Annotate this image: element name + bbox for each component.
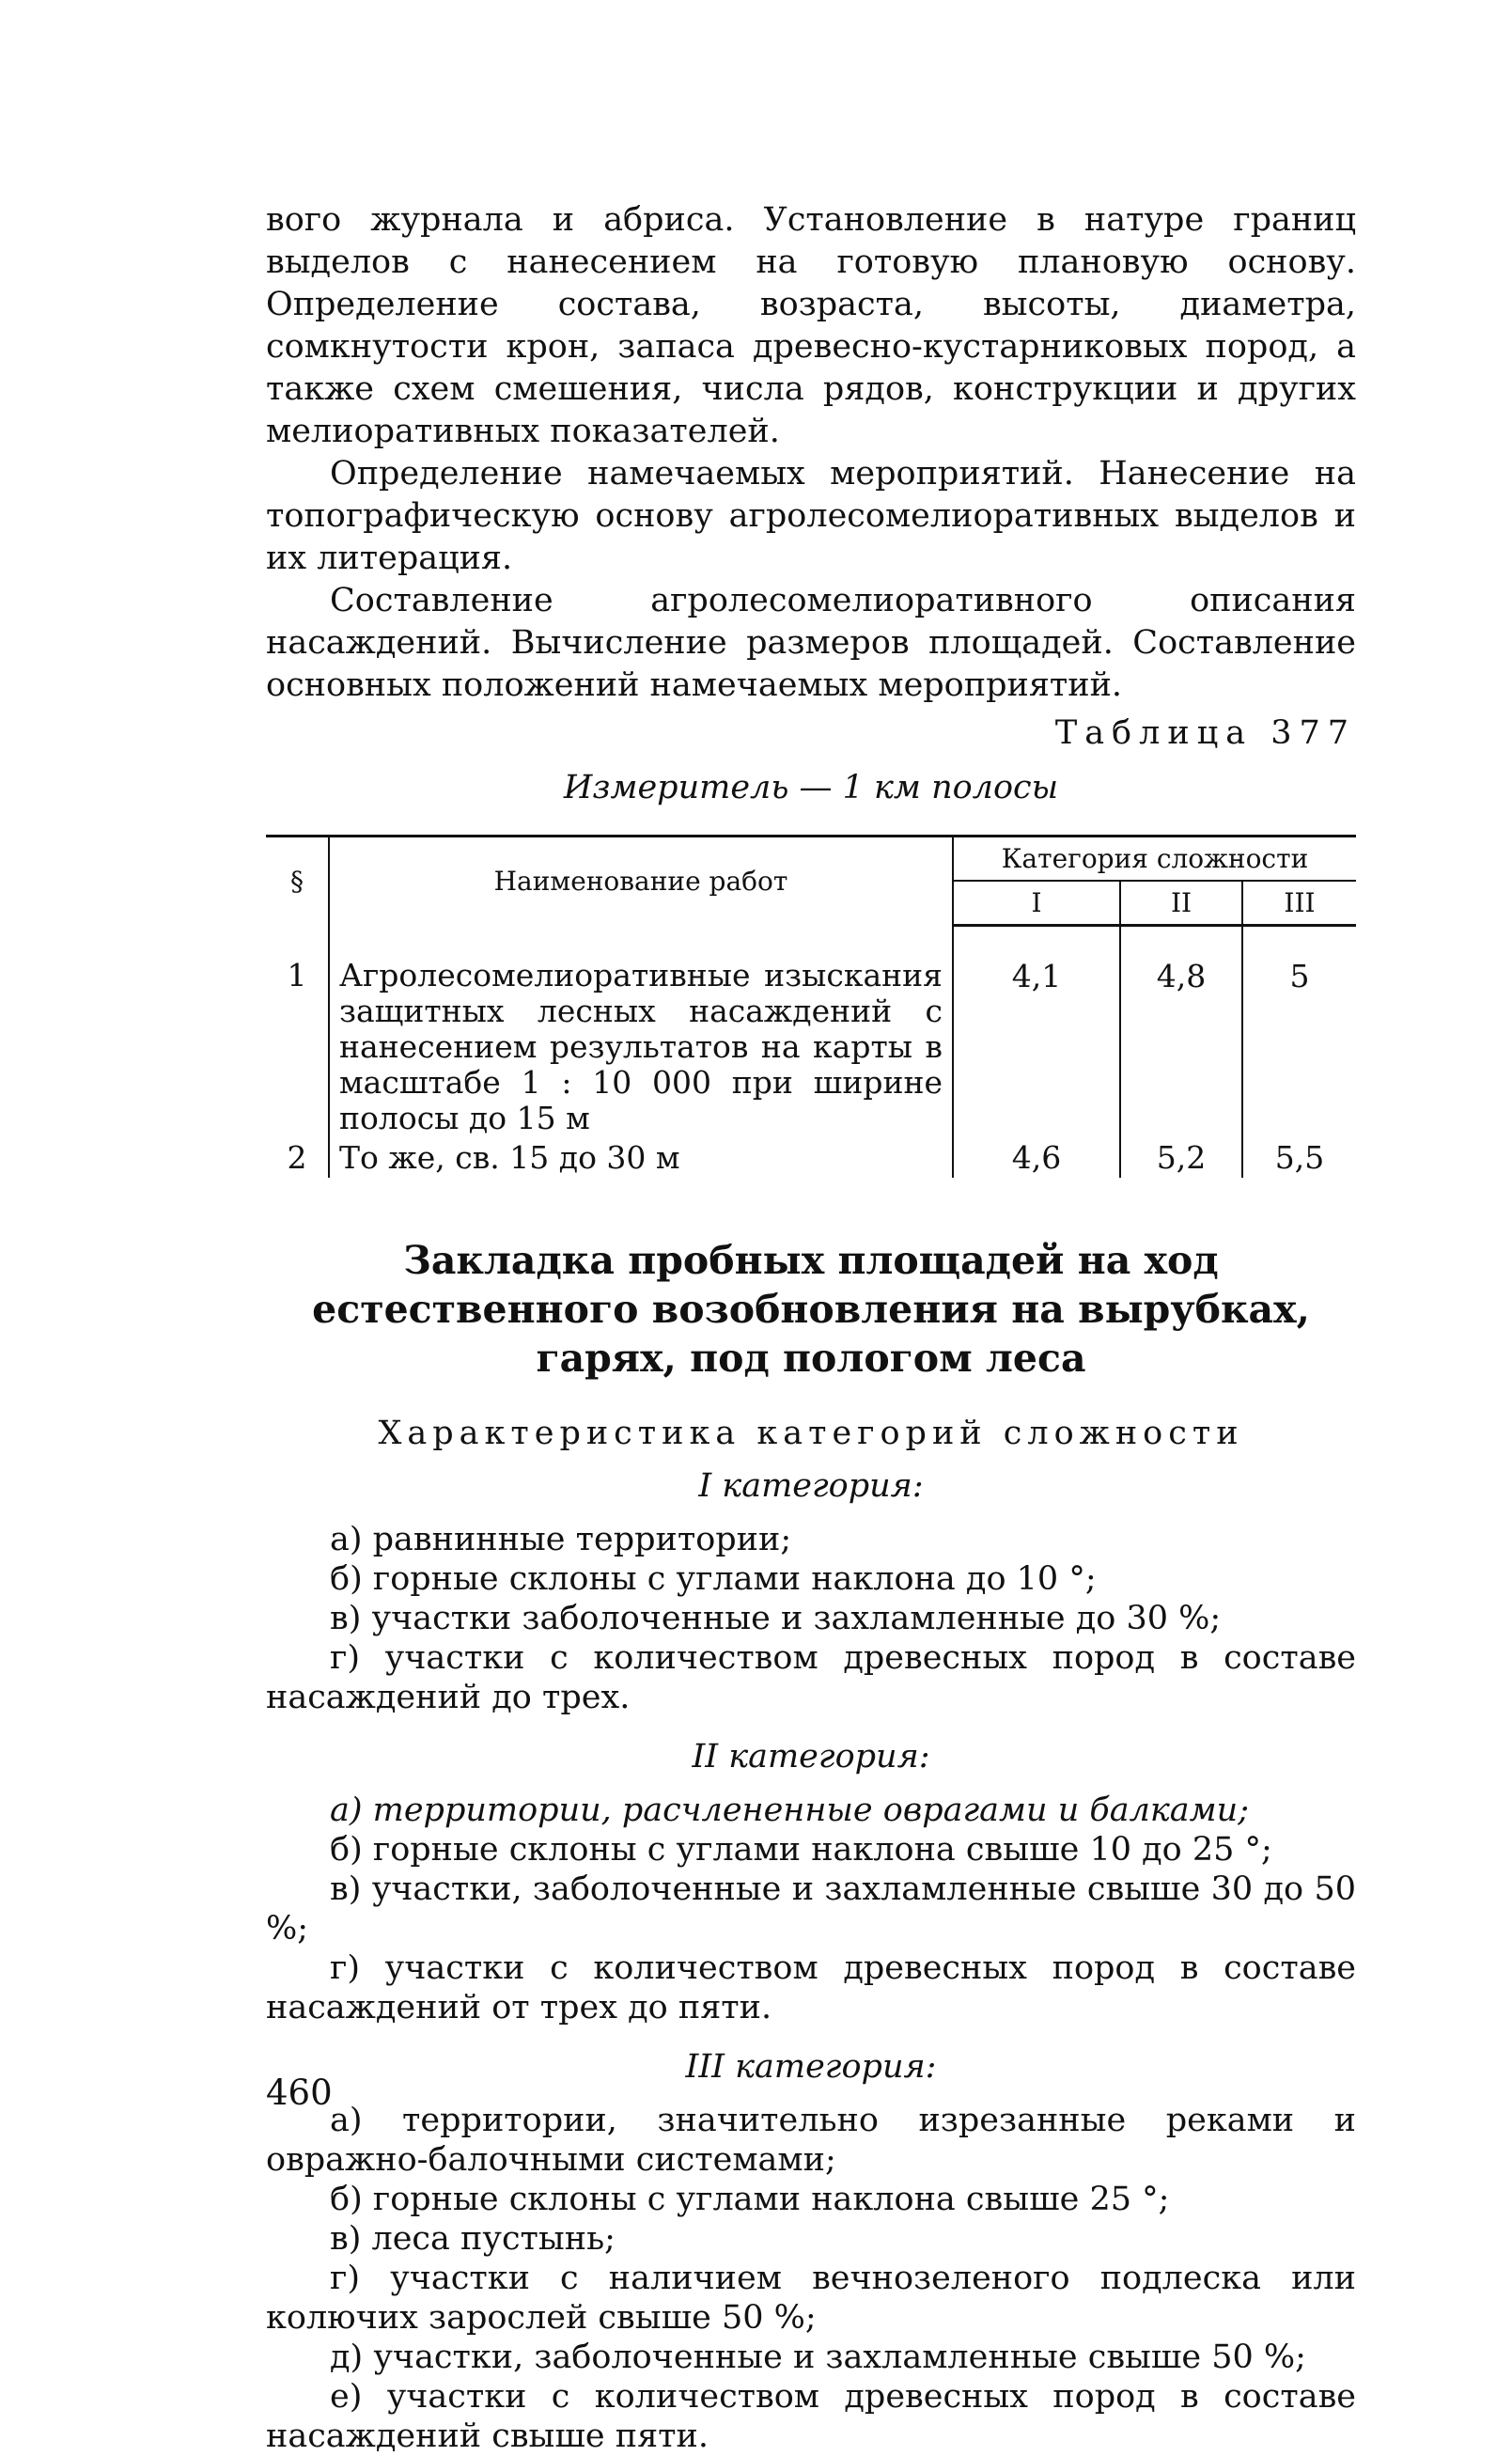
table-row [266,1138,1356,1178]
list-item: б) горные склоны с углами наклона до 10 °; [330,1559,1097,1598]
list-item: б) горные склоны с углами наклона свыше 10 до 25 °; [330,1830,1272,1869]
category-3-list [266,2101,1356,2456]
list-item: в) леса пустынь; [330,2219,616,2258]
row-name: То же, св. 15 до 30 м [329,1138,953,1178]
list-item: е) участки с количеством древесных пород в составе насаждений свыше пяти. [266,2377,1356,2455]
list-item: г) участки с количеством древесных пород в составе насаждений до трех. [266,1638,1356,1716]
list-item: г) участки с наличием вечнозеленого подлеска или колючих зарослей свыше 50 %; [266,2259,1356,2337]
list-item: д) участки, заболоченные и захламленные свыше 50 %; [330,2338,1306,2376]
header-category: Категория сложности [953,837,1356,882]
intro-paragraph-1: вого журнала и абриса. Установление в натуре границ выделов с нанесением на готовую плановую основу. Определение состава, возраста, высоты, диаметра, сомкнутости крон, запаса древесно-кустарниковых пород, а также схем смешения, числа рядов, конструкции и других мелиоративных показателей. [266,201,1356,450]
category-3-heading: III категория: [685,2047,937,2086]
row-value-cat3: 5 [1289,958,1310,994]
intro-paragraph-2: Определение намечаемых мероприятий. Нанесение на топографическую основу агролесомелиоративных выделов и их литерация. [266,455,1356,577]
category-1-list [266,1520,1356,1717]
row-value-cat3: 5,5 [1274,1138,1325,1176]
list-item: г) участки с количеством древесных пород в составе насаждений от трех до пяти. [266,1948,1356,2026]
category-2-list [266,1791,1356,2027]
table-row [266,926,1356,1138]
row-number: 1 [266,926,329,1138]
table-measure: Измеритель — 1 км полосы [563,769,1059,806]
list-item: а) территории, расчлененные оврагами и балками; [330,1791,1250,1829]
row-value-cat2: 4,8 [1120,926,1242,1138]
list-item: в) участки заболоченные и захламленные до 30 %; [330,1599,1222,1637]
row-name: Агролесомелиоративные изыскания защитных лесных насаждений с нанесением результатов на карты в масштабе 1 : 10 000 при ширине полосы до 15 м [329,926,953,1138]
works-table [266,835,1356,1178]
category-2-heading: II категория: [692,1737,930,1776]
row-value-cat2: 5,2 [1120,1138,1242,1178]
table-label: Таблица 377 [1054,714,1356,752]
page-number: 460 [266,2073,333,2113]
header-category-2: II [1120,881,1242,926]
list-item: в) участки, заболоченные и захламленные свыше 30 до 50 %; [266,1869,1356,1948]
header-category-3: III [1242,881,1356,926]
row-value-cat1: 4,1 [953,926,1120,1138]
row-value-cat1: 4,6 [953,1138,1120,1178]
header-category-1: I [953,881,1120,926]
list-item: а) равнинные территории; [330,1520,792,1558]
intro-paragraph-3: Составление агролесомелиоративного описания насаждений. Вычисление размеров площадей. Составление основных положений намечаемых мероприятий. [266,582,1356,704]
category-1-heading: I категория: [698,1466,924,1505]
list-item: а) территории, значительно изрезанные реками и овражно-балочными системами; [266,2101,1356,2179]
section-subtitle: Характеристика категорий сложности [378,1414,1244,1452]
row-number: 2 [266,1138,329,1178]
header-paragraph: § [266,837,329,926]
page-content [266,199,1356,2456]
header-work-name: Наименование работ [329,837,953,926]
section-title: Закладка пробных площадей на ход естественного возобновления на вырубках, гарях, под пологом леса [312,1237,1310,1381]
list-item: б) горные склоны с углами наклона свыше 25 °; [330,2180,1170,2218]
